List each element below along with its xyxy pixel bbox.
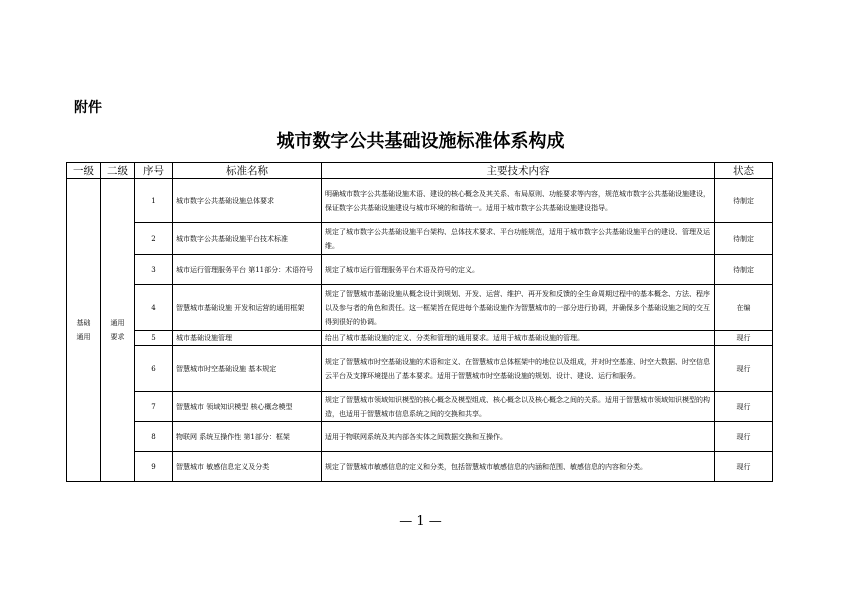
status-cell: 现行 [715,331,773,346]
row-number: 7 [135,392,173,422]
table-row [67,422,773,452]
standard-name: 智慧城市 敏感信息定义及分类 [173,452,322,482]
header-standard-name: 标准名称 [173,163,322,179]
table-row [67,346,773,392]
status-cell: 在编 [715,285,773,331]
content-cell: 规定了智慧城市基础设施从概念设计到规划、开发、运营、维护、再开发和反馈的全生命周期过程中的基本概念、方法、程序以及参与者的角色和责任。这一框架旨在促进每个基础设施作为智慧城市的一部分进行协调，并确保多个基础设施之间的交互得到很好的协调。 [322,285,715,331]
row-number: 9 [135,452,173,482]
level1-cell: 基础 通用 [67,179,101,482]
page-number: — 1 — [399,514,442,529]
standard-name: 智慧城市基础设施 开发和运营的通用框架 [173,285,322,331]
row-number: 8 [135,422,173,452]
header-status: 状态 [715,163,773,179]
status-cell: 现行 [715,346,773,392]
standard-name: 城市运行管理服务平台 第11部分：术语符号 [173,255,322,285]
row-number: 3 [135,255,173,285]
standard-name: 物联网 系统互操作性 第1部分：框架 [173,422,322,452]
status-cell: 待制定 [715,255,773,285]
header-level2: 二级 [101,163,135,179]
row-number: 6 [135,346,173,392]
table-row [67,392,773,422]
row-number: 4 [135,285,173,331]
content-cell: 规定了智慧城市敏感信息的定义和分类，包括智慧城市敏感信息的内涵和范围、敏感信息的内容和分类。 [322,452,715,482]
level2-cell: 通用 要求 [101,179,135,482]
standard-name: 智慧城市时空基础设施 基本规定 [173,346,322,392]
header-main-content: 主要技术内容 [322,163,715,179]
content-cell: 给出了城市基础设施的定义、分类和管理的通用要求。适用于城市基础设施的管理。 [322,331,715,346]
row-number: 5 [135,331,173,346]
standards-table [66,162,773,482]
header-seq: 序号 [135,163,173,179]
table-row [67,179,773,223]
content-cell: 规定了城市数字公共基础设施平台架构、总体技术要求、平台功能规范，适用于城市数字公共基础设施平台的建设、管理及运维。 [322,223,715,255]
status-cell: 现行 [715,452,773,482]
status-cell: 待制定 [715,223,773,255]
status-cell: 现行 [715,422,773,452]
standard-name: 智慧城市 领域知识模型 核心概念模型 [173,392,322,422]
attachment-label: 附件 [74,100,102,116]
row-number: 2 [135,223,173,255]
content-cell: 适用于物联网系统及其内部各实体之间数据交换和互操作。 [322,422,715,452]
header-level1: 一级 [67,163,101,179]
standard-name: 城市数字公共基础设施总体要求 [173,179,322,223]
standard-name: 城市基础设施管理 [173,331,322,346]
status-cell: 待制定 [715,179,773,223]
document-title: 城市数字公共基础设施标准体系构成 [276,131,565,152]
standard-name: 城市数字公共基础设施平台技术标准 [173,223,322,255]
table-row [67,331,773,346]
table-row [67,285,773,331]
table-row [67,255,773,285]
content-cell: 规定了智慧城市领域知识模型的核心概念及模型组成、核心概念以及核心概念之间的关系。适用于智慧城市领域知识模型的构造，也适用于智慧城市信息系统之间的交换和共享。 [322,392,715,422]
table-header-row [67,163,773,179]
content-cell: 明确城市数字公共基础设施术语、建设的核心概念及其关系、布局原则、功能要求等内容，规范城市数字公共基础设施建设，保证数字公共基础设施建设与城市环境的和谐统一。适用于城市数字公共基础设施建设指导。 [322,179,715,223]
table-row [67,452,773,482]
row-number: 1 [135,179,173,223]
content-cell: 规定了城市运行管理服务平台术语及符号的定义。 [322,255,715,285]
table-row [67,223,773,255]
status-cell: 现行 [715,392,773,422]
content-cell: 规定了智慧城市时空基础设施的术语和定义、在智慧城市总体框架中的地位以及组成，并对时空基准、时空大数据、时空信息云平台及支撑环境提出了基本要求。适用于智慧城市时空基础设施的规划、设计、建设、运行和服务。 [322,346,715,392]
